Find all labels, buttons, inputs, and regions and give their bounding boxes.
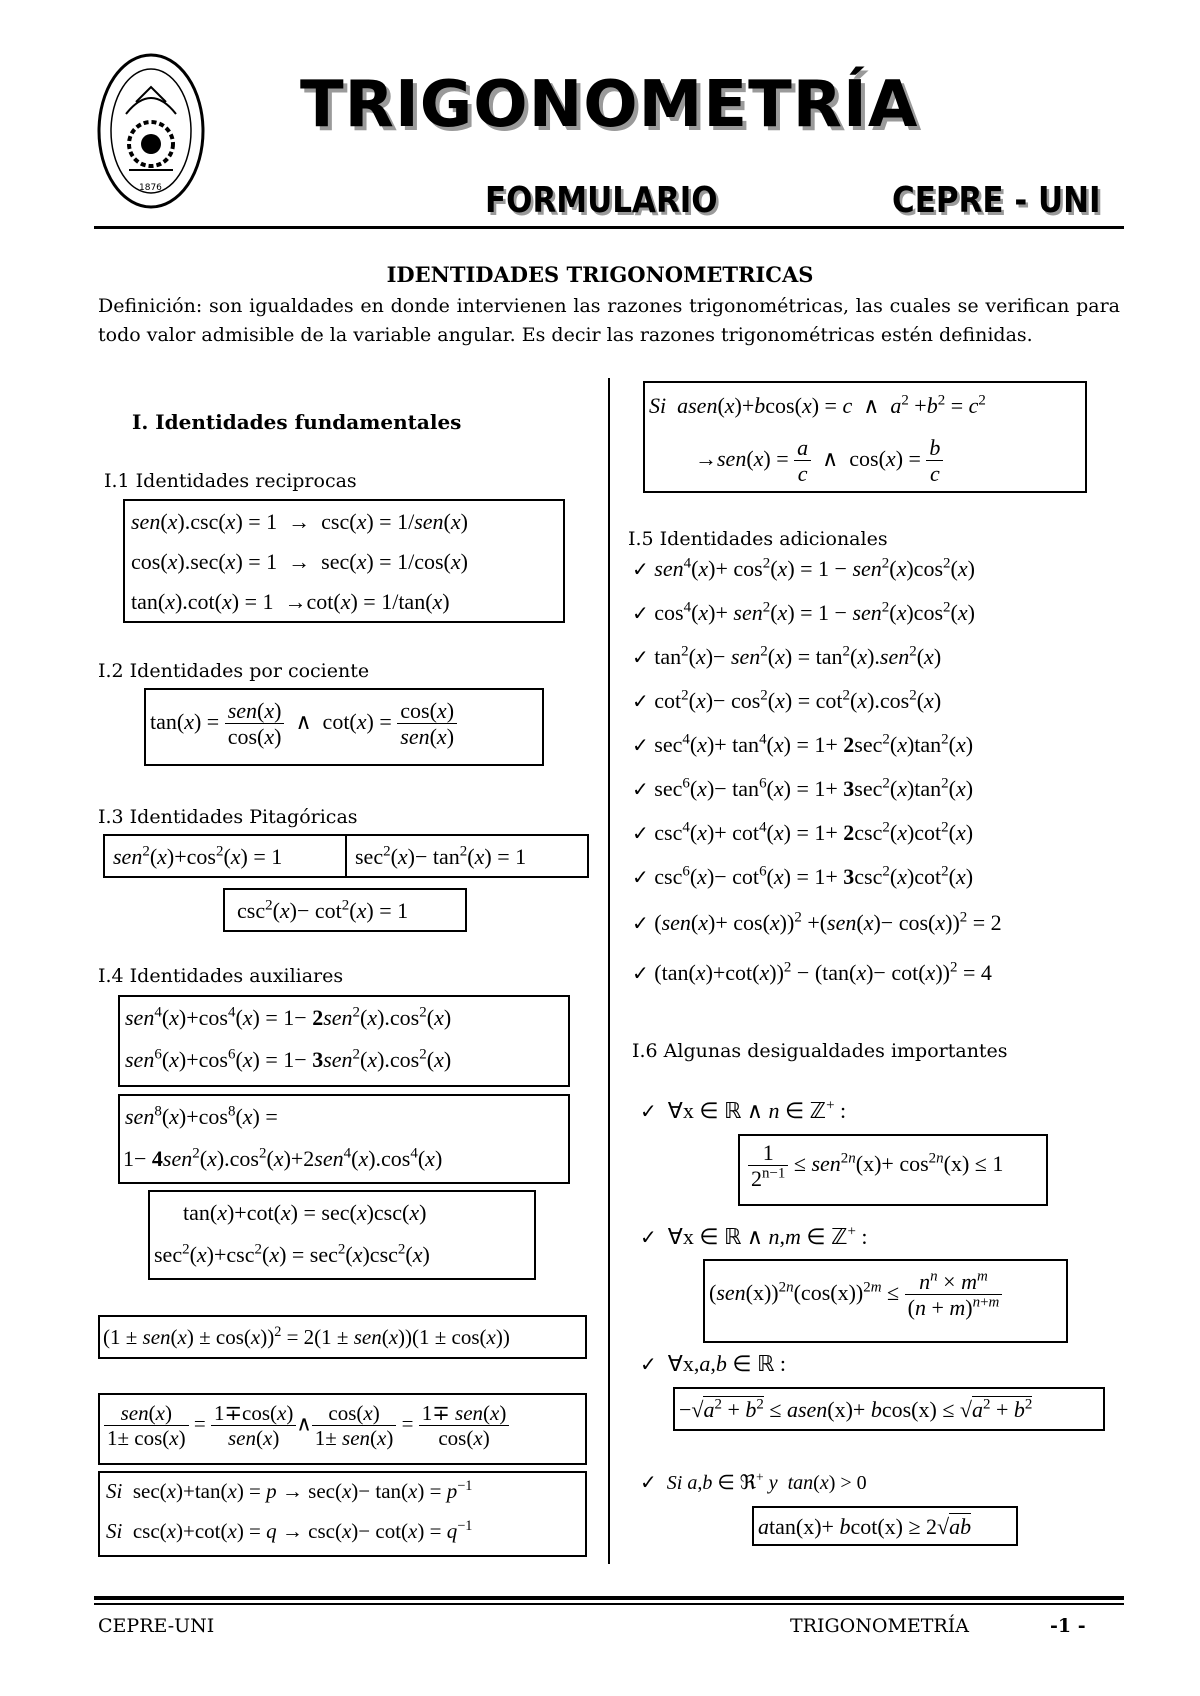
auxiliary-box-1: $sen^4(x)+\cos^4(x) = 1- 2sen^2(x).\cos^2(x)$ $sen^6(x)+\cos^6(x) = 1- 3sen^2(x).\cos^2(x)$ [118, 995, 570, 1087]
footer-center-text: TRIGONOMETRÍA [790, 1615, 969, 1637]
subtitle-formulario: FORMULARIO [485, 180, 718, 221]
list-item: ✓ $\csc^4(x)+ \cot^4(x) = 1+ 2\csc^2(x)\cot^2(x)$ [632, 819, 974, 845]
section-heading: IDENTIDADES TRIGONOMETRICAS [386, 262, 814, 287]
inequality-box-3: $-√a^2 + b^2$ ≤ asen(x)+ $bcos(x) \le √a^2 + b^2$ [673, 1387, 1105, 1431]
subtitle-cepre-uni: CEPRE - UNI [892, 180, 1101, 221]
auxiliary-identities-label: I.4 Identidades auxiliares [98, 965, 344, 987]
footer-rule-thick [94, 1596, 1124, 1600]
quotient-identities-label: I.2 Identidades por cociente [98, 660, 370, 682]
inequality-cond-1: ✓ ∀x ∈ ℝ ∧ n ∈ ℤ+ : [640, 1097, 847, 1123]
fundamental-identities-title: I. Identidades fundamentales [132, 410, 462, 434]
list-item: ✓ $\cos^4(x)+ sen^2(x) = 1 - sen^2(x)\cos^2(x)$ [632, 599, 975, 625]
inequality-cond-2: ✓ ∀x ∈ ℝ ∧ n,m ∈ ℤ+ : [640, 1223, 868, 1249]
pythagorean-box-2: $\sec^2(x)- \tan^2(x) = 1$ [345, 834, 589, 878]
pythagorean-box-3: $\csc^2(x)- \cot^2(x) = 1$ [223, 888, 467, 932]
list-item: ✓ $\tan^2(x)- sen^2(x) = \tan^2(x).sen^2(x)$ [632, 643, 942, 669]
inequality-box-4: atan(x)+ bcot(x) ≥ 2√ab [752, 1506, 1018, 1546]
inequalities-label: I.6 Algunas desigualdades importantes [632, 1040, 1008, 1062]
reciprocal-identities-label: I.1 Identidades reciprocas [104, 470, 357, 492]
list-item: ✓ $\sec^6(x)- \tan^6(x) = 1+ 3\sec^2(x)\tan^2(x)$ [632, 775, 974, 801]
definition-text: Definición: son igualdades en donde intervienen las razones trigonométricas, las cuales se verifican para todo valor admisible de la variable angular. Es decir las razones trigonométricas estén definidas. [98, 295, 1120, 346]
list-item: ✓ $\sec^4(x)+ \tan^4(x) = 1+ 2\sec^2(x)\tan^2(x)$ [632, 731, 974, 757]
auxiliary-box-5: $\frac{\text{sen(x)}}{1\pm \cos(x)}$ = $\frac{1\mp\cos(x)}{\text{sen(x)}}$ ∧ $\frac{\cos(x)}{\text{1± sen(x)}}$ = $\frac{\text{1∓ sen(x)}}{\cos(x)}$ [98, 1393, 587, 1465]
list-item: ✓ $(sen(x)+ \cos(x))^2 +(sen(x)- \cos(x))^2 = 2$ [632, 909, 1002, 935]
additional-identities-label: I.5 Identidades adicionales [628, 528, 888, 550]
reciprocal-identities-box: sen(x).csc(x) = 1 → csc(x) = 1/sen(x) cos(x).sec(x) = 1 → sec(x) = 1/cos(x) tan(x).cot(x) = 1 →cot(x) = 1/tan(x) [123, 499, 565, 623]
quotient-identities-box: tan(x) = $\frac{\text{sen(x)}}{\cos(x)}$ ∧ cot(x) = $\frac{\cos(x)}{\text{sen(x)}}$ [144, 688, 544, 766]
inequality-box-2: $(sen(x))^{2n}(\cos(x))^{2m}$ ≤ $\frac{n^n \times m^m}{(n + m)^{n+m}}$ [703, 1259, 1068, 1343]
column-divider [608, 378, 610, 1564]
list-item: ✓ $sen^4(x)+ \cos^2(x) = 1 - sen^2(x)\cos^2(x)$ [632, 555, 975, 581]
pythagorean-box-1: $sen^2(x)+\cos^2(x) = 1$ [103, 834, 347, 878]
auxiliary-box-2: $sen^8(x)+\cos^8(x)$ = $1- 4sen^2(x).\cos^2(x)+2sen^4(x).\cos^4(x)$ [118, 1094, 570, 1184]
auxiliary-box-4: $(1 \pm sen(x) \pm \cos(x))^2 = 2(1 \pm sen(x))(1 \pm \cos(x))$ [98, 1315, 587, 1359]
inequality-cond-4: ✓ Si a,b ∈ ℜ+ y tan(x) > 0 [640, 1469, 867, 1494]
inequality-box-1: $\frac{1}{2^{n-1}}$ ≤ $sen^{2n}(x)+ \cos^{2n}(x) \le 1$ [738, 1134, 1048, 1206]
list-item: ✓ $(\tan(x)+\cot(x))^2 - (\tan(x)- \cot(x))^2 = 4$ [632, 959, 992, 985]
header-rule [94, 226, 1124, 229]
page-number: -1 - [1050, 1615, 1086, 1637]
footer-left-text: CEPRE-UNI [98, 1615, 215, 1637]
pythagorean-identities-label: I.3 Identidades Pitagóricas [98, 806, 358, 828]
auxiliary-box-6: Si $\sec(x)+\tan(x) = p \to \sec(x)- \tan(x) = p^{-1}$ Si $\csc(x)+\cot(x) = q \to \csc(x)- \cot(x) = q^{-1}$ [98, 1471, 587, 1557]
seal-year: 1876 [139, 183, 162, 193]
list-item: ✓ $\csc^6(x)- \cot^6(x) = 1+ 3\csc^2(x)\cot^2(x)$ [632, 863, 974, 889]
inequality-cond-3: ✓ ∀x,a,b ∈ ℝ : [640, 1351, 787, 1376]
page-title: TRIGONOMETRÍA [300, 68, 919, 142]
auxiliary-box-3: tan(x)+cot(x) = sec(x)csc(x) $\sec^2(x)+\csc^2(x) = \sec^2(x)\csc^2(x)$ [148, 1190, 536, 1280]
list-item: ✓ $\cot^2(x)- \cos^2(x) = \cot^2(x).\cos^2(x)$ [632, 687, 942, 713]
conditional-box: Si asen(x)+bcos(x) = c ∧ $a^2 +b^2 = c^2$ →sen(x) = $\frac{a}{c}$ ∧ cos(x) = $\frac{b}{c}$ [643, 381, 1087, 493]
footer-rule-thin [94, 1603, 1124, 1605]
